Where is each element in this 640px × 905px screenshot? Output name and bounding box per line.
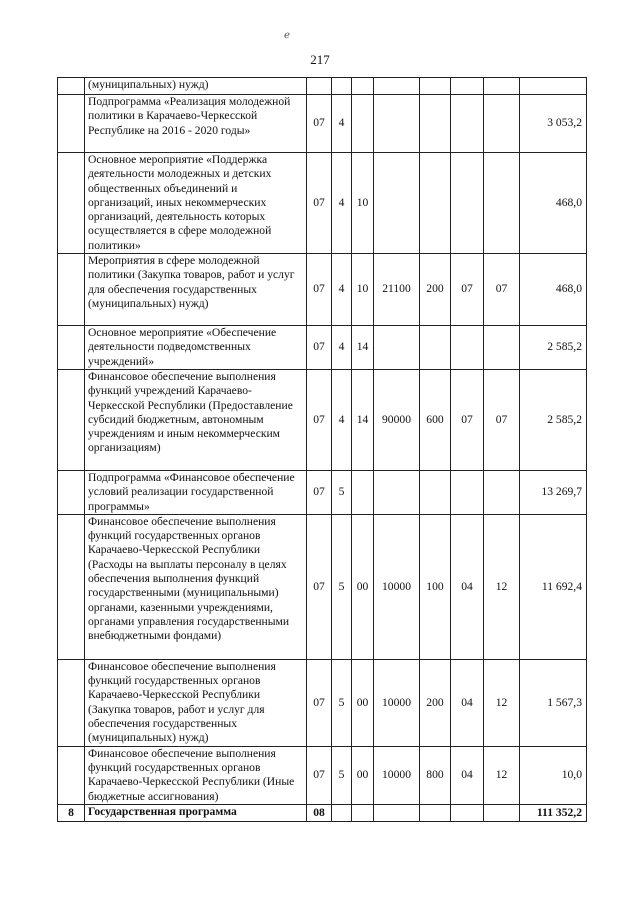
code-cell-7 <box>484 78 520 95</box>
code-cell-3: 00 <box>352 514 374 659</box>
code-cell-1: 07 <box>307 326 332 370</box>
code-cell-6 <box>451 805 484 822</box>
row-name-cell: (муниципальных) нужд) <box>85 78 307 95</box>
code-cell-3: 00 <box>352 659 374 746</box>
amount-cell: 111 352,2 <box>520 805 587 822</box>
code-cell-2: 4 <box>332 153 352 254</box>
row-name-cell: Финансовое обеспечение выполнения функций государственных органов Карачаево-Черкесской Республики (Расходы на выплаты персоналу в целях обеспечения выполнения функций государственными (муниципальными) органами, казенными учреждениями, органами управления государственными внебюджетными фондами) <box>85 514 307 659</box>
code-cell-7: 12 <box>484 659 520 746</box>
table-row <box>58 369 587 470</box>
table-row <box>58 254 587 326</box>
code-cell-4: 21100 <box>374 254 420 326</box>
code-cell-2: 5 <box>332 659 352 746</box>
code-cell-7: 12 <box>484 746 520 804</box>
code-cell-3 <box>352 95 374 153</box>
code-cell-2: 5 <box>332 470 352 514</box>
code-cell-3: 10 <box>352 153 374 254</box>
code-cell-6: 07 <box>451 254 484 326</box>
code-cell-7 <box>484 95 520 153</box>
code-cell-5: 800 <box>420 746 451 804</box>
code-cell-1: 07 <box>307 470 332 514</box>
row-number-cell <box>58 514 85 659</box>
amount-cell <box>520 78 587 95</box>
code-cell-5 <box>420 326 451 370</box>
code-cell-1: 08 <box>307 805 332 822</box>
code-cell-2: 4 <box>332 369 352 470</box>
code-cell-5 <box>420 95 451 153</box>
table-row <box>58 746 587 804</box>
row-number-cell <box>58 78 85 95</box>
amount-cell: 3 053,2 <box>520 95 587 153</box>
code-cell-6: 04 <box>451 514 484 659</box>
code-cell-1: 07 <box>307 369 332 470</box>
row-number-cell <box>58 254 85 326</box>
code-cell-3 <box>352 78 374 95</box>
code-cell-5: 100 <box>420 514 451 659</box>
row-number-cell <box>58 95 85 153</box>
table-row <box>58 659 587 746</box>
code-cell-6 <box>451 78 484 95</box>
code-cell-7 <box>484 153 520 254</box>
row-name-cell: Подпрограмма «Финансовое обеспечение условий реализации государственной программы» <box>85 470 307 514</box>
code-cell-3: 00 <box>352 746 374 804</box>
code-cell-6: 04 <box>451 659 484 746</box>
code-cell-7 <box>484 805 520 822</box>
row-name-cell: Подпрограмма «Реализация молодежной политики в Карачаево-Черкесской Республике на 2016 - 2020 годы» <box>85 95 307 153</box>
table-row <box>58 95 587 153</box>
row-number-cell <box>58 470 85 514</box>
row-name-cell: Основное мероприятие «Обеспечение деятельности подведомственных учреждений» <box>85 326 307 370</box>
code-cell-4 <box>374 470 420 514</box>
code-cell-2 <box>332 805 352 822</box>
amount-cell: 11 692,4 <box>520 514 587 659</box>
page-number: 217 <box>310 52 330 67</box>
code-cell-3: 14 <box>352 326 374 370</box>
amount-cell: 10,0 <box>520 746 587 804</box>
code-cell-7: 07 <box>484 369 520 470</box>
code-cell-2: 4 <box>332 95 352 153</box>
code-cell-5: 600 <box>420 369 451 470</box>
code-cell-2: 4 <box>332 326 352 370</box>
row-number-cell: 8 <box>58 805 85 822</box>
table-row <box>58 326 587 370</box>
code-cell-6: 04 <box>451 746 484 804</box>
code-cell-1: 07 <box>307 95 332 153</box>
row-number-cell <box>58 153 85 254</box>
code-cell-7 <box>484 470 520 514</box>
table-row <box>58 470 587 514</box>
code-cell-4 <box>374 805 420 822</box>
code-cell-2: 5 <box>332 514 352 659</box>
code-cell-3: 10 <box>352 254 374 326</box>
code-cell-4 <box>374 326 420 370</box>
code-cell-4: 10000 <box>374 514 420 659</box>
code-cell-6: 07 <box>451 369 484 470</box>
code-cell-7: 12 <box>484 514 520 659</box>
code-cell-2: 4 <box>332 254 352 326</box>
row-number-cell <box>58 326 85 370</box>
row-name-cell: Финансовое обеспечение выполнения функций учреждений Карачаево-Черкесской Республики (Предоставление субсидий бюджетным, автономным учреждениям и иным некоммерческим организациям) <box>85 369 307 470</box>
budget-table <box>57 77 587 822</box>
row-name-cell: Финансовое обеспечение выполнения функций государственных органов Карачаево-Черкесской Республики (Иные бюджетные ассигнования) <box>85 746 307 804</box>
code-cell-2: 5 <box>332 746 352 804</box>
amount-cell: 1 567,3 <box>520 659 587 746</box>
table-row <box>58 153 587 254</box>
table-row <box>58 78 587 95</box>
row-number-cell <box>58 659 85 746</box>
amount-cell: 13 269,7 <box>520 470 587 514</box>
code-cell-4: 10000 <box>374 659 420 746</box>
code-cell-3 <box>352 470 374 514</box>
code-cell-5 <box>420 78 451 95</box>
code-cell-6 <box>451 326 484 370</box>
row-name-cell: Финансовое обеспечение выполнения функций государственных органов Карачаево-Черкесской Республики (Закупка товаров, работ и услуг для обеспечения государственных (муниципальных) нужд) <box>85 659 307 746</box>
code-cell-7 <box>484 326 520 370</box>
code-cell-6 <box>451 95 484 153</box>
code-cell-4 <box>374 153 420 254</box>
code-cell-5: 200 <box>420 659 451 746</box>
amount-cell: 2 585,2 <box>520 369 587 470</box>
code-cell-3: 14 <box>352 369 374 470</box>
row-name-cell: Мероприятия в сфере молодежной политики (Закупка товаров, работ и услуг для обеспечения государственных (муниципальных) нужд) <box>85 254 307 326</box>
amount-cell: 468,0 <box>520 254 587 326</box>
row-number-cell <box>58 369 85 470</box>
code-cell-1: 07 <box>307 254 332 326</box>
code-cell-6 <box>451 153 484 254</box>
code-cell-4 <box>374 78 420 95</box>
row-name-cell: Основное мероприятие «Поддержка деятельности молодежных и детских общественных объединений и организаций, иных некоммерческих организаций, деятельность которых осуществляется в сфере молодежной политики» <box>85 153 307 254</box>
table-row <box>58 805 587 822</box>
code-cell-7: 07 <box>484 254 520 326</box>
code-cell-6 <box>451 470 484 514</box>
row-name-cell: Государственная программа <box>85 805 307 822</box>
code-cell-3 <box>352 805 374 822</box>
table-row <box>58 514 587 659</box>
code-cell-5 <box>420 153 451 254</box>
code-cell-1: 07 <box>307 746 332 804</box>
code-cell-5: 200 <box>420 254 451 326</box>
code-cell-5 <box>420 470 451 514</box>
code-cell-1 <box>307 78 332 95</box>
code-cell-1: 07 <box>307 659 332 746</box>
code-cell-4: 90000 <box>374 369 420 470</box>
code-cell-4: 10000 <box>374 746 420 804</box>
amount-cell: 468,0 <box>520 153 587 254</box>
code-cell-1: 07 <box>307 514 332 659</box>
code-cell-4 <box>374 95 420 153</box>
code-cell-1: 07 <box>307 153 332 254</box>
amount-cell: 2 585,2 <box>520 326 587 370</box>
code-cell-2 <box>332 78 352 95</box>
handwritten-mark: ℯ <box>284 30 290 41</box>
code-cell-5 <box>420 805 451 822</box>
row-number-cell <box>58 746 85 804</box>
